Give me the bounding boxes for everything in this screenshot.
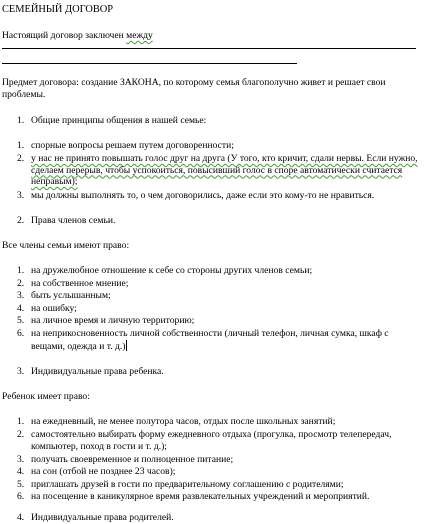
list-item: быть услышанным;: [31, 290, 111, 301]
list-item-number: 5.: [17, 315, 25, 326]
list-item-number: 1.: [17, 140, 25, 151]
list-item: на посещение в каникулярное время развлекательных учреждений и мероприятий.: [31, 491, 370, 502]
section-heading: Права членов семьи.: [31, 215, 116, 226]
text-cursor: [126, 340, 127, 351]
subject-paragraph: Предмет договора: создание ЗАКОНА, по которому семья благополучно живет и решает свои проблемы.: [2, 77, 386, 100]
section-heading: Индивидуальные права родителей.: [31, 512, 174, 523]
list-item: на собственное мнение;: [31, 278, 129, 289]
list-item: мы должны выполнять то, о чем договорились, даже если это кому-то не нравиться.: [31, 190, 375, 201]
list-item: на дружелюбное отношение к себе со стороны других членов семьи;: [31, 265, 313, 276]
intro-line: [2, 30, 153, 42]
intro-spellcheck-word: между: [126, 30, 153, 41]
section-number: 2.: [17, 215, 25, 226]
list-item-number: 1.: [17, 265, 25, 276]
list-item-number: 6.: [17, 328, 25, 339]
list-item-number: 2.: [17, 278, 25, 289]
list-item: на ежедневный, не менее полутора часов, отдых после школьных занятий;: [31, 416, 336, 427]
intro-text: Настоящий договор заключен: [2, 30, 127, 41]
section-number: 4.: [17, 512, 25, 523]
section-heading: Индивидуальные права ребенка.: [31, 366, 164, 377]
list-item-number: 3.: [17, 190, 25, 201]
list-item-number: 4.: [17, 466, 25, 477]
list-item: самостоятельно выбирать форму ежедневного отдыха (прогулка, просмотр телепередач, компьютер, поход в гости и т. д.);: [31, 429, 392, 452]
list-item-number: 4.: [17, 303, 25, 314]
list-item-number: 6.: [17, 491, 25, 502]
list-item-number: 5.: [17, 479, 25, 490]
list-item: получать своевременное и полноценное питание;: [31, 454, 234, 465]
list-item-number: 1.: [17, 416, 25, 427]
list-item: приглашать друзей в гости по предварительному соглашению с родителями;: [31, 479, 344, 490]
document-title: СЕМЕЙНЫЙ ДОГОВОР: [2, 4, 114, 15]
list-item-number: 3.: [17, 290, 25, 301]
section-lead: Все члены семьи имеют право:: [2, 240, 130, 251]
list-item: спорные вопросы решаем путем договоренности;: [31, 140, 234, 151]
section-number: 1.: [17, 115, 25, 126]
section-lead: Ребенок имеет право:: [2, 391, 90, 402]
blank-line-party-2: [2, 63, 297, 64]
list-item-number: 2.: [17, 153, 25, 164]
list-item-number: 3.: [17, 454, 25, 465]
section-number: 3.: [17, 366, 25, 377]
list-item: на неприкосновенность личной собственности (личный телефон, личная сумка, шкаф с вещами, одежда и т. д.): [31, 328, 389, 352]
list-item-number: 2.: [17, 429, 25, 440]
list-item: у нас не принято повышать голос друг на друга (У того, кто кричит, сдали нервы. Если нужно, сделаем перерыв, чтобы успокоиться, повысивший голос в споре автоматически считается неправым);: [31, 153, 418, 188]
list-item: на сон (отбой не позднее 23 часов);: [31, 466, 176, 477]
list-item: на личное время и личную территорию;: [31, 315, 195, 326]
blank-line-party-1: [2, 48, 416, 49]
section-heading: Общие принципы общения в нашей семье:: [31, 115, 207, 126]
list-item-with-caret[interactable]: [31, 328, 411, 352]
list-item: на ошибку;: [31, 303, 77, 314]
